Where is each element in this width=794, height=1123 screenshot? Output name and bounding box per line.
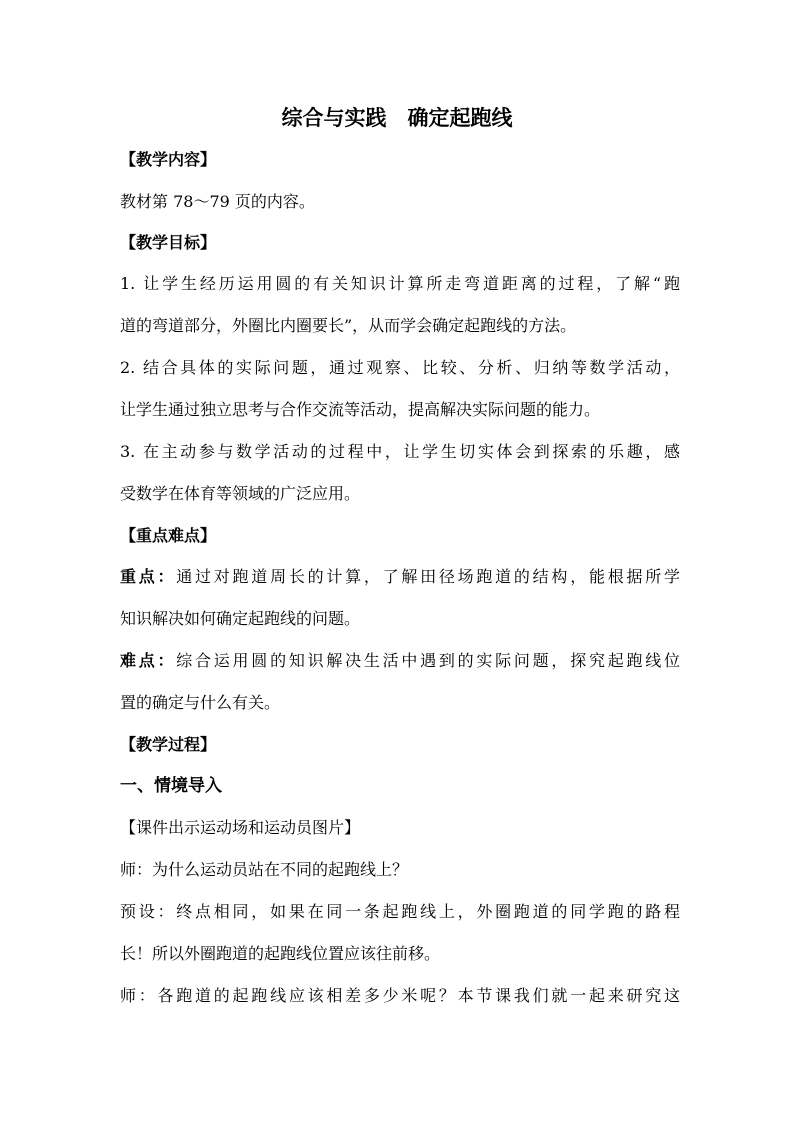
- key-point-text: 通过对跑道周长的计算，了解田径场跑道的结构，能根据所学: [176, 567, 680, 586]
- key-point-line-2: 知识解决如何确定起跑线的问题。: [120, 609, 361, 628]
- key-point-line-1: [120, 567, 680, 587]
- preset-line-1: 预设：终点相同，如果在同一条起跑线上，外圈跑道的同学跑的路程: [120, 902, 680, 921]
- heading-key-difficult-points: 【重点难点】: [120, 526, 217, 545]
- key-point-label: 重点：: [120, 567, 177, 586]
- heading-teaching-process: 【教学过程】: [120, 735, 217, 754]
- goal-2-line-1: 2. 结合具体的实际问题，通过观察、比较、分析、归纳等数学活动，: [120, 358, 680, 377]
- part-1-title: 一、情境导入: [120, 776, 222, 796]
- page-title: 综合与实践 确定起跑线: [281, 105, 513, 130]
- goal-1-line-2: 道的弯道部分，外圈比内圈要长”，从而学会确定起跑线的方法。: [120, 316, 577, 335]
- difficulty-line-2: 置的确定与什么有关。: [120, 693, 281, 712]
- goal-1-line-1: 1. 让学生经历运用圆的有关知识计算所走弯道距离的过程，了解“跑: [120, 274, 680, 293]
- goal-2-line-2: 让学生通过独立思考与合作交流等活动，提高解决实际问题的能力。: [120, 400, 601, 419]
- courseware-note: 【课件出示运动场和运动员图片】: [120, 818, 361, 837]
- difficulty-text: 综合运用圆的知识解决生活中遇到的实际问题，探究起跑线位: [176, 651, 680, 670]
- content-text: 教材第 78～79 页的内容。: [120, 192, 315, 211]
- heading-teaching-content: 【教学内容】: [120, 150, 217, 169]
- teacher-question-2: 师：各跑道的起跑线应该相差多少米呢？本节课我们就一起来研究这: [120, 986, 680, 1005]
- difficulty-label: 难点：: [120, 651, 177, 670]
- preset-line-2: 长！所以外圈跑道的起跑线位置应该往前移。: [120, 944, 441, 963]
- goal-3-line-1: 3. 在主动参与数学活动的过程中，让学生切实体会到探索的乐趣，感: [120, 442, 680, 461]
- goal-3-line-2: 受数学在体育等领域的广泛应用。: [120, 484, 361, 503]
- difficulty-line-1: [120, 651, 680, 671]
- teacher-question-1: 师：为什么运动员站在不同的起跑线上？: [120, 860, 409, 879]
- heading-teaching-goals: 【教学目标】: [120, 233, 217, 252]
